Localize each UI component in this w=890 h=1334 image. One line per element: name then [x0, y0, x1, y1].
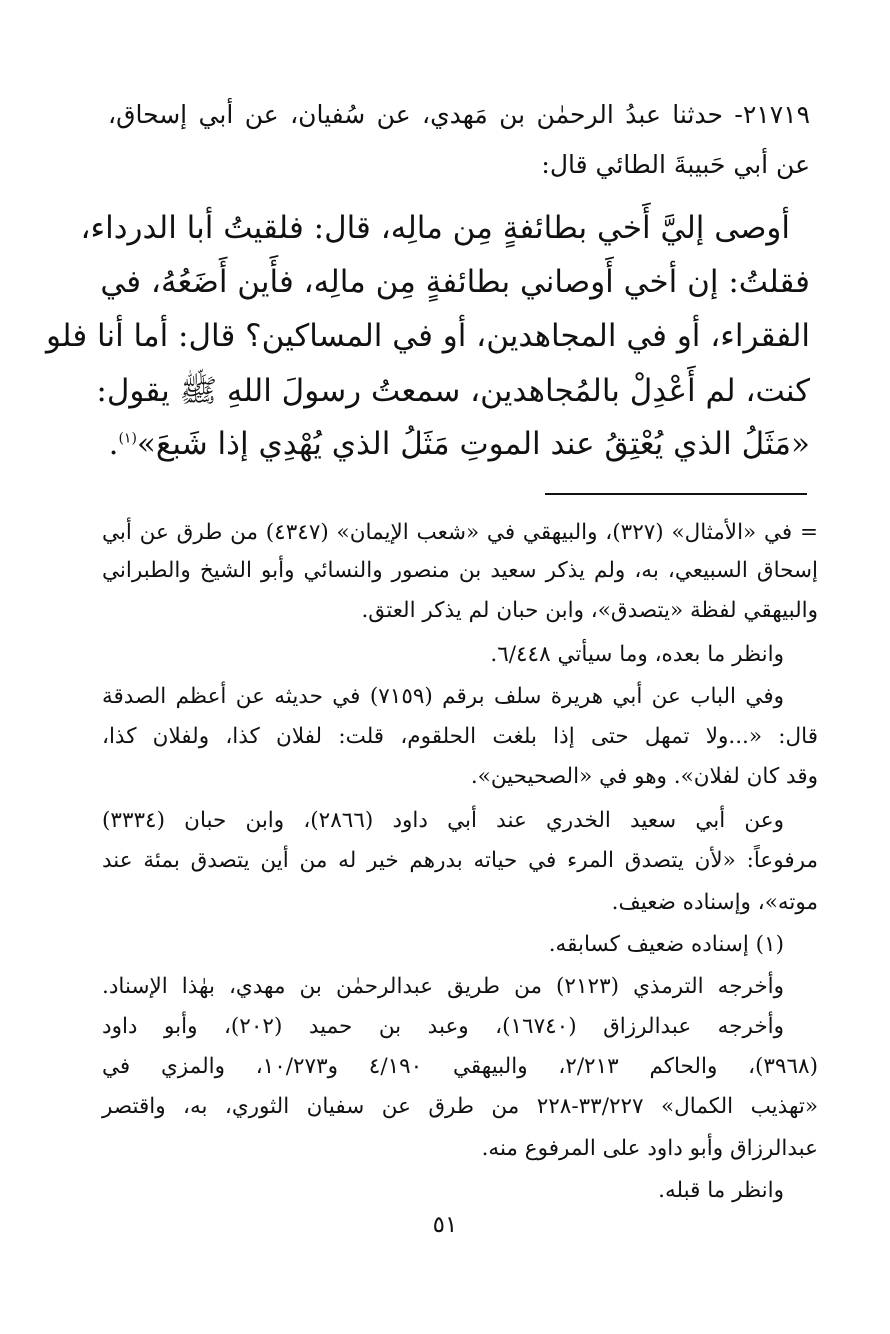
footnote-separator: [545, 493, 807, 495]
note-line-9: مرفوعاً: «لأن يتصدق المرء في حياته بدرهم خير له من أين يتصدق بمئة عند: [102, 848, 818, 873]
note-line-10: موته»، وإسناده ضعيف.: [611, 890, 818, 915]
matn-line-5: [108, 426, 810, 462]
footnote-marker: (١): [118, 430, 137, 447]
matn-line-1: أوصى إليَّ أَخي بطائفةٍ مِن مالِه، قال: فلقيتُ أبا الدرداء،: [80, 210, 790, 246]
page-number: ٥١: [432, 1212, 458, 1238]
note-line-13: وأخرجه عبدالرزاق (١٦٧٤٠)، وعبد بن حميد (٢٠٢)، وأبو داود: [102, 1014, 784, 1039]
footnotes: [102, 512, 818, 1212]
hadith-matn: [46, 204, 810, 484]
note-line-16: عبدالرزاق وأبو داود على المرفوع منه.: [481, 1136, 818, 1161]
note-line-17: وانظر ما قبله.: [658, 1178, 784, 1203]
hadith-isnad: [108, 92, 810, 202]
matn-line-5-text: «مَثَلُ الذي يُعْتِقُ عند الموتِ مَثَلُ الذي يُهْدِي إذا شَبعَ»: [136, 426, 810, 462]
note-line-15: «تهذيب الكمال» ٣٣/٢٢٧-٢٢٨ من طرق عن سفيان الثوري، به، واقتصر: [102, 1094, 818, 1119]
note-line-4: وانظر ما بعده، وما سيأتي ٦/٤٤٨.: [490, 642, 784, 667]
note-line-2: إسحاق السبيعي، به، ولم يذكر سعيد بن منصور والنسائي وأبو الشيخ والطبراني: [102, 558, 818, 583]
note-line-5: وفي الباب عن أبي هريرة سلف برقم (٧١٥٩) في حديثه عن أعظم الصدقة: [102, 684, 784, 709]
matn-line-3: الفقراء، أو في المجاهدين، أو في المساكين؟ قال: أما أنا فلو: [46, 318, 810, 354]
matn-line-4: كنت، لم أَعْدِلْ بالمُجاهدين، سمعتُ رسولَ اللهِ ﷺ يقول:: [96, 373, 810, 409]
note-line-14: (٣٩٦٨)، والحاكم ٢/٢١٣، والبيهقي ٤/١٩٠ و١٠/٢٧٣، والمزي في: [102, 1054, 818, 1079]
note-line-6: قال: «...ولا تمهل حتى إذا بلغت الحلقوم، قلت: لفلان كذا، ولفلان كذا،: [102, 724, 818, 749]
isnad-line-1: ٢١٧١٩- حدثنا عبدُ الرحمٰن بن مَهدي، عن سُفيان، عن أبي إسحاق،: [108, 100, 810, 129]
note-line-12: وأخرجه الترمذي (٢١٢٣) من طريق عبدالرحمٰن بن مهدي، بهٰذا الإسناد.: [102, 974, 784, 999]
note-line-7: وقد كان لفلان». وهو في «الصحيحين».: [470, 764, 818, 789]
note-line-8: وعن أبي سعيد الخدري عند أبي داود (٢٨٦٦)، وابن حبان (٣٣٣٤): [102, 808, 784, 833]
matn-line-2: فقلتُ: إن أخي أَوصاني بطائفةٍ مِن مالِه، فأَين أَضَعُهُ، في: [100, 264, 810, 300]
isnad-line-2: عن أبي حَبيبةَ الطائي قال:: [541, 150, 810, 179]
note-line-1: = في «الأمثال» (٣٢٧)، والبيهقي في «شعب الإيمان» (٤٣٤٧) من طرق عن أبي: [102, 520, 818, 545]
matn-closing-punct: .: [108, 426, 119, 462]
footnote-1: (١) إسناده ضعيف كسابقه.: [548, 932, 784, 957]
note-line-3: والبيهقي لفظة «يتصدق»، وابن حبان لم يذكر العتق.: [361, 598, 818, 623]
